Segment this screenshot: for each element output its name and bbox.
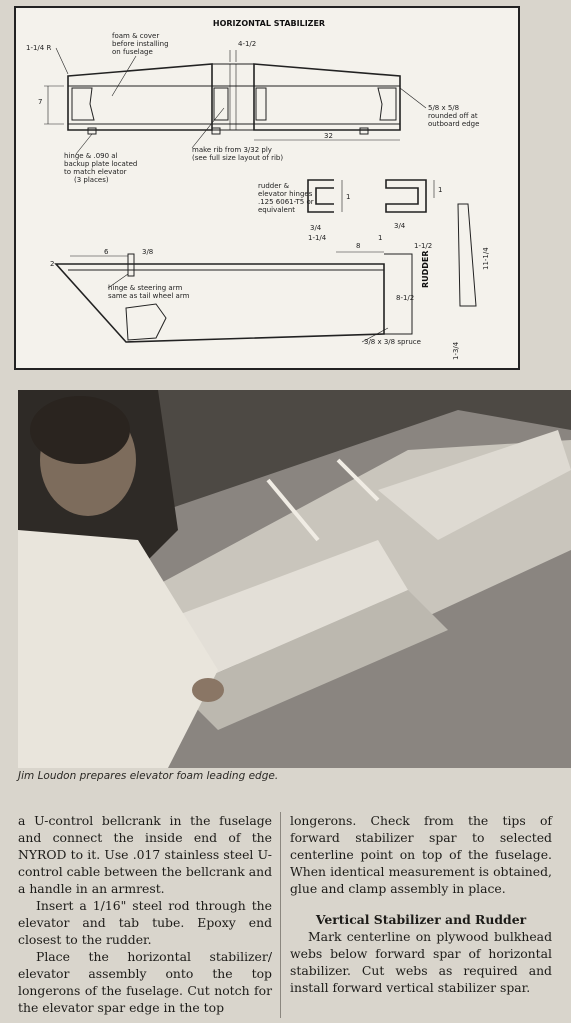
svg-text:.125 6061-T5 or: .125 6061-T5 or (258, 198, 314, 206)
svg-text:on fuselage: on fuselage (112, 48, 153, 56)
svg-text:11-1/4: 11-1/4 (482, 247, 490, 270)
svg-text:hinge & steering arm: hinge & steering arm (108, 284, 183, 292)
svg-text:1-1/2: 1-1/2 (414, 242, 433, 250)
paragraph: Mark centerline on plywood bulkhead webs below forward spar of horizontal stabilizer. Cut webs as required and install forward vertical stabilizer spar. (290, 929, 552, 995)
svg-text:to match elevator: to match elevator (64, 168, 127, 176)
svg-text:same as tail wheel arm: same as tail wheel arm (108, 292, 190, 300)
svg-text:1: 1 (378, 234, 383, 242)
svg-text:8-1/2: 8-1/2 (396, 294, 415, 302)
label-32: 32 (324, 132, 333, 140)
svg-text:1: 1 (438, 186, 443, 194)
stab-right-panel (254, 64, 400, 130)
drawing-svg (16, 8, 522, 372)
section-heading: Vertical Stabilizer and Rudder (315, 912, 527, 927)
svg-text:make rib from 3/32 ply: make rib from 3/32 ply (192, 146, 272, 154)
rudder-label: RUDDER (421, 250, 430, 288)
svg-text:(see full size layout of rib): (see full size layout of rib) (192, 154, 284, 162)
label-radius: 1-1/4 R (26, 44, 52, 52)
svg-text:1: 1 (346, 193, 351, 201)
rudder-profile (458, 204, 476, 306)
svg-text:outboard edge: outboard edge (428, 120, 480, 128)
svg-text:1-1/4: 1-1/4 (308, 234, 327, 242)
paragraph: a U-control bellcrank in the fuselage and connect the inside end of the NYROD to it. Use .017 stainless steel U-control cable between the bellcrank and a handle in an armrest. (18, 813, 272, 896)
svg-text:3/8: 3/8 (142, 248, 154, 256)
svg-text:3/4: 3/4 (310, 224, 322, 232)
svg-text:2: 2 (50, 260, 55, 268)
svg-text:rudder &: rudder & (258, 182, 290, 190)
paragraph: Place the horizontal stabilizer/ elevator assembly onto the top longerons of the fuselage. Cut notch for the elevator spar edge in the top (18, 949, 272, 1015)
svg-text:3/4: 3/4 (394, 222, 406, 230)
svg-text:equivalent: equivalent (258, 206, 295, 214)
svg-text:backup plate located: backup plate located (64, 160, 138, 168)
label-7: 7 (38, 98, 43, 106)
paragraph: longerons. Check from the tips of forward stabilizer spar to selected centerline point on top of the fuselage. When identical measurement is obtained, glue and clamp assembly in place. (290, 813, 552, 896)
svg-text:1-3/4: 1-3/4 (452, 341, 460, 360)
label-4-1-2: 4-1/2 (238, 40, 257, 48)
drawing-title: HORIZONTAL STABILIZER (212, 19, 326, 28)
svg-text:rounded off at: rounded off at (428, 112, 478, 120)
photo-caption: Jim Loudon prepares elevator foam leading edge. (18, 770, 279, 782)
svg-text:(3 places): (3 places) (74, 176, 109, 184)
elevator-hinge-detail (386, 180, 426, 212)
elevator-panel (56, 264, 384, 342)
svg-text:6: 6 (104, 248, 109, 256)
workshop-photo (18, 390, 571, 768)
paragraph: Insert a 1/16" steel rod through the elevator and tab tube. Epoxy end closest to the rudder. (18, 898, 272, 947)
svg-text:hinge & .090 al: hinge & .090 al (64, 152, 118, 160)
svg-text:5/8 x 5/8: 5/8 x 5/8 (428, 104, 460, 112)
svg-text:8: 8 (356, 242, 361, 250)
svg-text:before installing: before installing (112, 40, 169, 48)
technical-drawing (14, 6, 520, 370)
photo-illustration (18, 390, 571, 768)
svg-text:elevator hinges: elevator hinges (258, 190, 313, 198)
svg-text:foam & cover: foam & cover (112, 32, 160, 40)
article-column-left (18, 812, 272, 1016)
article-column-right (290, 812, 552, 996)
svg-text:3/8 x 3/8 spruce: 3/8 x 3/8 spruce (364, 338, 421, 346)
column-divider (280, 812, 281, 1018)
